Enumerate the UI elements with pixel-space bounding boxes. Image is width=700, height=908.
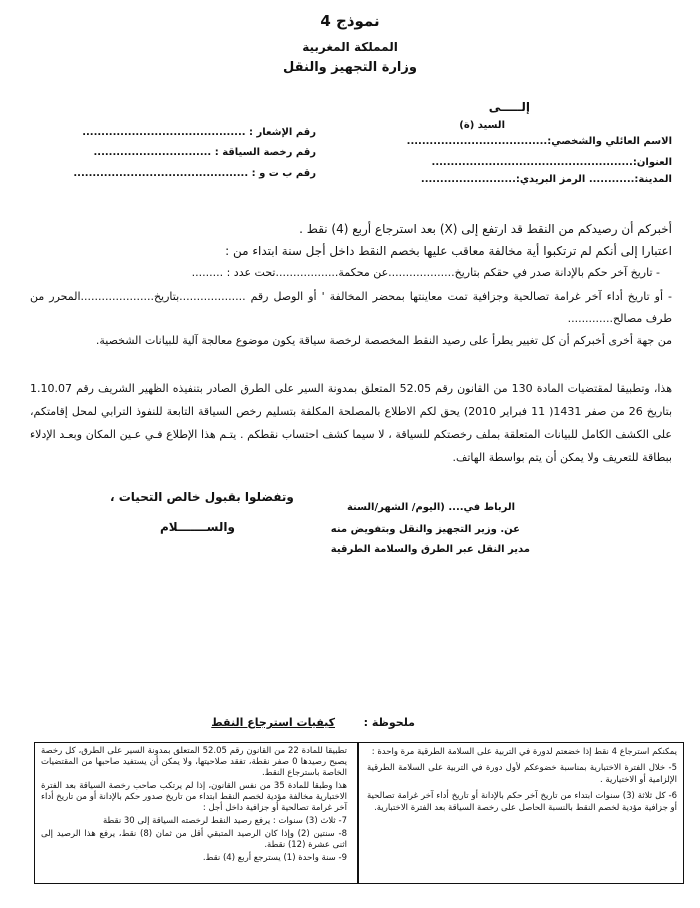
notice-number: رقم الإشعار : ........................................... [82,127,316,138]
paragraph-points-increase: أخبركم أن رصيدكم من النقط قد ارتفع إلى (X) بعد استرجاع أربع (4) نقط . [299,222,672,236]
license-number: رقم رخصة السياقة : ............................... [93,147,316,158]
id-number: رقم ب ت و : .............................................. [73,168,316,179]
signature-director: مدير النقل عبر الطرق والسلامة الطرقية [330,544,530,555]
note-table-divider [357,743,359,883]
ministry-title: وزارة التجهيز والنقل [283,60,417,75]
note-left-item: 7- ثلاث (3) سنوات : يرفع رصيد النقط لرخصته السياقة إلى 30 نقطة [102,816,347,826]
paragraph-data-processing: من جهة أخرى أخبركم أن كل تغيير يطرأ على رصيد النقط المخصصة لرخصة سياقة يكون موضوع معالجة آلية للبيانات الشخصية. [95,334,672,347]
addressee-to: إلـــــى [488,100,530,114]
model-number: نموذج 4 [320,12,380,30]
paragraph-last-fine: - أو تاريخ أداء آخر غرامة تصالحية وجزافية تمت معاينتها بمحضر المخالفة ' أو الوصل رقم ...................بتاريخ.....................المحرر من طرف مصالح............. [30,290,672,325]
kingdom-title: المملكة المغربية [302,40,398,54]
note-table [34,742,684,884]
paragraph-no-offence: اعتبارا إلى أنكم لم ترتكبوا أية مخالفة معاقب عليها بخصم النقط داخل أجل سنة ابتداء من : [225,244,672,258]
note-right-item: يمكنكم استرجاع 4 نقط إذا خضعتم لدورة في التربية على السلامة الطرقية مرة واحدة : [371,747,677,757]
note-left-item: هذا وطبقا للمادة 35 من نفس القانون، إذا لم يرتكب صاحب رخصة السياقة بعد الفترة الاختبارية مخالفة مؤدية لخصم النقط ابتداء من تاريخ صدور حكم بالإدانة أو من تاريخ أداء آخر غرامة تصالحية أو جزافية داخل أجل : [41,781,347,813]
note-label: ملحوظة : [363,716,415,729]
note-left-item: تطبيقا للمادة 22 من القانون رقم 52.05 المتعلق بمدونة السير على الطرق، كل رخصة يصبح رصيدها 0 صفر نقطة، تفقد صلاحيتها، ولا يمكن أن يستفيد صاحبها من المقتضيات الخاصة باسترجاع النقط. [41,746,347,778]
addressee-sir: السيد (ة) [459,120,505,131]
paragraph-last-judgement: - تاريخ آخر حكم بالإدانة صدر في حقكم بتاريخ...................عن محكمة..................تحت عدد : ......... [191,266,660,279]
paragraph-legal-basis: هذا، وتطبيقا لمقتضيات المادة 130 من القانون رقم 52.05 المتعلق بمدونة السير على الطرق الصادر بتنفيذه الظهير الشريف رقم 1.10.07 بتاريخ 26 من صفر 1431( 11 فبراير 2010) يحق لكم الاطلاع بالمصلحة المكلفة بتسليم رخص السياقة التابعة للنفوذ الترابي لمحل إقامتكم، على الكشف الكامل للبيانات المتعلقة بملف رخصتكم للسياقة ، لا سيما كشف احتساب نقطكم . يتـم هذا الإطلاع فـي عـين المكان وبعـد الإدلاء ببطاقة للتعريف ولا يمكن أن يتم بواسطة الهاتف. [30,382,673,464]
signature-on-behalf: عن. وزير التجهيز والنقل وبتفويض منه [330,524,520,535]
closing-salam: والســـــــلام [160,520,235,534]
addressee-name: الاسم العائلي والشخصي:..................................... [406,136,672,147]
closing-greeting: وتفضلوا بقبول خالص التحيات ، [110,490,294,504]
addressee-city: المدينة:............ الرمز البريدي:......................... [420,174,672,185]
note-left-column [41,746,347,864]
note-right-column [367,746,677,814]
addressee-address: العنوان:..................................................... [431,157,672,168]
note-left-item: 8- سنتين (2) وإذا كان الرصيد المتبقي أقل من ثمان (8) نقط، يرفع هذا الرصيد إلى اثنى عشرة (12) نقطة. [41,829,347,850]
signature-place-date: الرباط في.... (اليوم/ الشهر/السنة [346,502,515,513]
note-right-item: 6- كل ثلاثة (3) سنوات ابتداء من تاريخ آخر حكم بالإدانة أو تاريخ أداء آخر غرامة تصالحية أو جزافية مؤدية لخصم النقط بالنسبة الحاصل على رخصة السياقة بعد الفترة الاختبارية. [367,791,677,813]
note-title: كيفيات استرجاع النقط [211,716,335,729]
note-right-item: 5- خلال الفترة الاختبارية بمناسبة خضوعكم لأول دورة في التربية على السلامة الطرقية الإلزامية أو الاختيارية . [367,763,677,785]
note-left-item: 9- سنة واحدة (1) يسترجع أربع (4) نقط. [202,853,347,863]
